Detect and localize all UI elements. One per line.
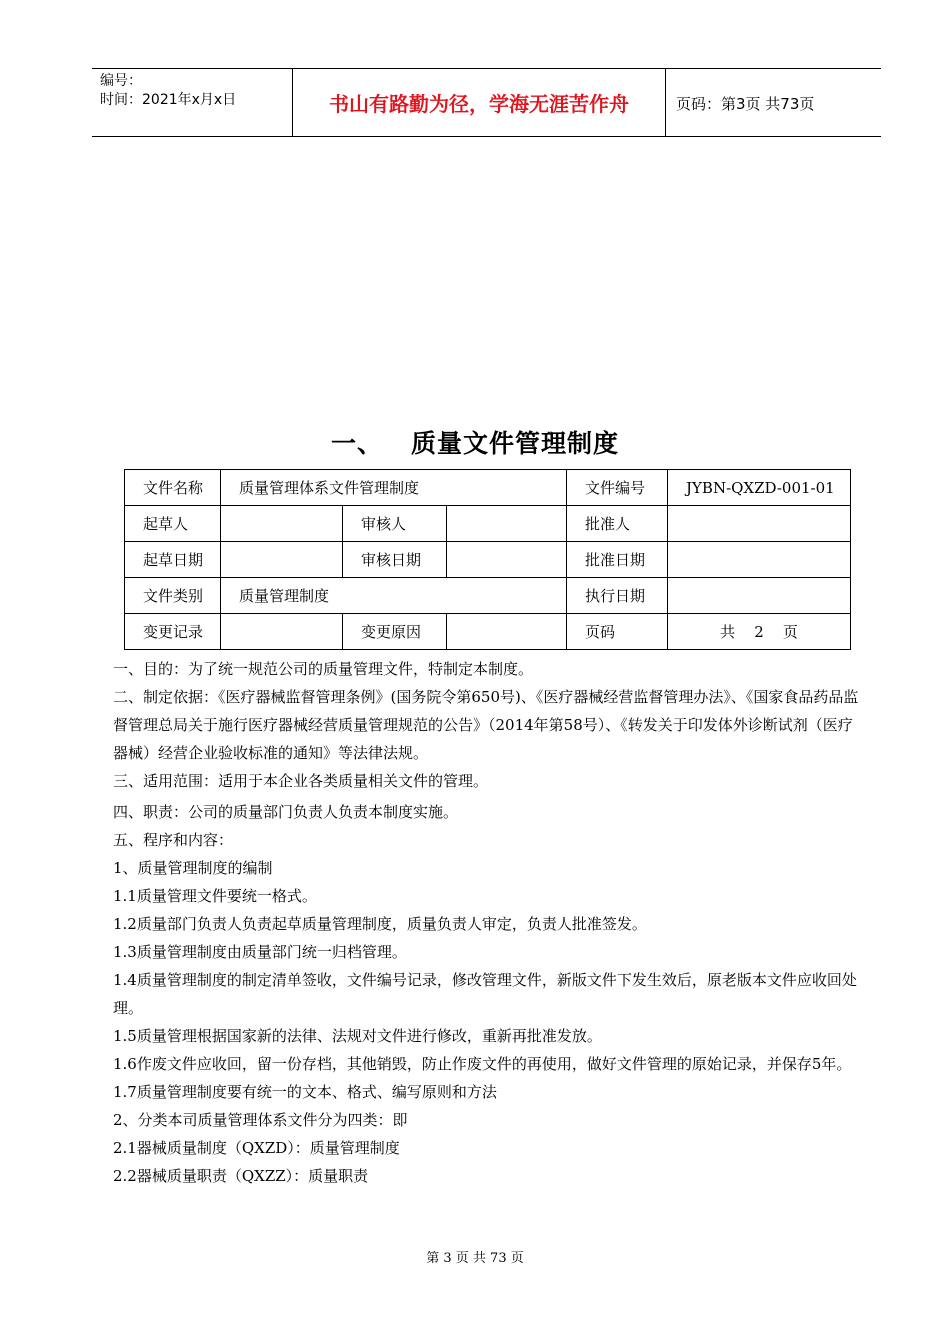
approver-value (668, 506, 851, 542)
file-name-value: 质量管理体系文件管理制度 (221, 470, 567, 506)
table-row (125, 470, 851, 506)
paragraph: 二、制定依据：《医疗器械监督管理条例》(国务院令第650号)、《医疗器械经营监督管理办法》、《国家食品药品监督管理总局关于施行医疗器械经营质量管理规范的公告》（2014年第58号）、《转发关于印发体外诊断试剂（医疗器械）经营企业验收标准的通知》等法律法规。 (113, 688, 859, 762)
title-text: 质量文件管理制度 (411, 429, 620, 458)
review-date-value (447, 542, 567, 578)
category-label: 文件类别 (125, 578, 221, 614)
draft-date-value (221, 542, 343, 578)
paragraph: 五、程序和内容： (113, 831, 234, 849)
paragraph: 一、目的：为了统一规范公司的质量管理文件，特制定本制度。 (113, 660, 534, 678)
header-code-label: 编号： (100, 73, 142, 89)
document-info-table (124, 469, 851, 650)
document-body (113, 655, 861, 1190)
exec-date-value (668, 578, 851, 614)
paragraph: 1.3质量管理制度由质量部门统一归档管理。 (113, 943, 407, 961)
draft-date-label: 起草日期 (125, 542, 221, 578)
page-count-text: 共 2 页 (720, 623, 798, 641)
paragraph: 1.4质量管理制度的制定清单签收，文件编号记录，修改管理文件，新版文件下发生效后，原老版本文件应收回处理。 (113, 971, 857, 1017)
header-meta (100, 72, 236, 110)
approver-label: 批准人 (567, 506, 668, 542)
page-footer: 第 3 页 共 73 页 (426, 1251, 524, 1266)
paragraph: 三、适用范围：适用于本企业各类质量相关文件的管理。 (113, 772, 489, 790)
paragraph: 1.6作废文件应收回，留一份存档，其他销毁，防止作废文件的再使用，做好文件管理的原始记录，并保存5年。 (113, 1055, 852, 1073)
exec-date-label: 执行日期 (567, 578, 668, 614)
paragraph: 2.2器械质量职责（QXZZ）：质量职责 (113, 1167, 369, 1185)
paragraph: 2.1器械质量制度（QXZD）：质量管理制度 (113, 1139, 400, 1157)
page-label: 页码 (567, 614, 668, 650)
paragraph: 1.5质量管理根据国家新的法律、法规对文件进行修改，重新再批准发放。 (113, 1027, 602, 1045)
change-reason-value (447, 614, 567, 650)
table-row (125, 506, 851, 542)
review-date-label: 审核日期 (343, 542, 447, 578)
paragraph: 1.7质量管理制度要有统一的文本、格式、编写原则和方法 (113, 1083, 497, 1101)
category-value: 质量管理制度 (221, 578, 567, 614)
approve-date-label: 批准日期 (567, 542, 668, 578)
table-row (125, 614, 851, 650)
table-row (125, 542, 851, 578)
header-page-info: 页码：第3页 共73页 (676, 95, 815, 113)
paragraph: 2、分类本司质量管理体系文件分为四类：即 (113, 1111, 408, 1129)
header-motto: 书山有路勤为径，学海无涯苦作舟 (292, 69, 666, 136)
change-record-label: 变更记录 (125, 614, 221, 650)
page-value (668, 614, 851, 650)
file-no-value: JYBN-QXZD-001-01 (668, 470, 851, 506)
reviewer-value (447, 506, 567, 542)
change-reason-label: 变更原因 (343, 614, 447, 650)
change-record-value (221, 614, 343, 650)
paragraph: 1.1质量管理文件要统一格式。 (113, 887, 317, 905)
paragraph: 四、职责：公司的质量部门负责人负责本制度实施。 (113, 803, 459, 821)
title-number: 一、 (330, 429, 383, 458)
header-time-label: 时间：2021年x月x日 (100, 92, 237, 108)
paragraph: 1、质量管理制度的编制 (113, 859, 273, 877)
drafter-label: 起草人 (125, 506, 221, 542)
page-header (92, 68, 881, 137)
document-title (0, 424, 950, 460)
approve-date-value (668, 542, 851, 578)
reviewer-label: 审核人 (343, 506, 447, 542)
drafter-value (221, 506, 343, 542)
paragraph: 1.2质量部门负责人负责起草质量管理制度，质量负责人审定，负责人批准签发。 (113, 915, 647, 933)
table-row (125, 578, 851, 614)
file-name-label: 文件名称 (125, 470, 221, 506)
file-no-label: 文件编号 (567, 470, 668, 506)
